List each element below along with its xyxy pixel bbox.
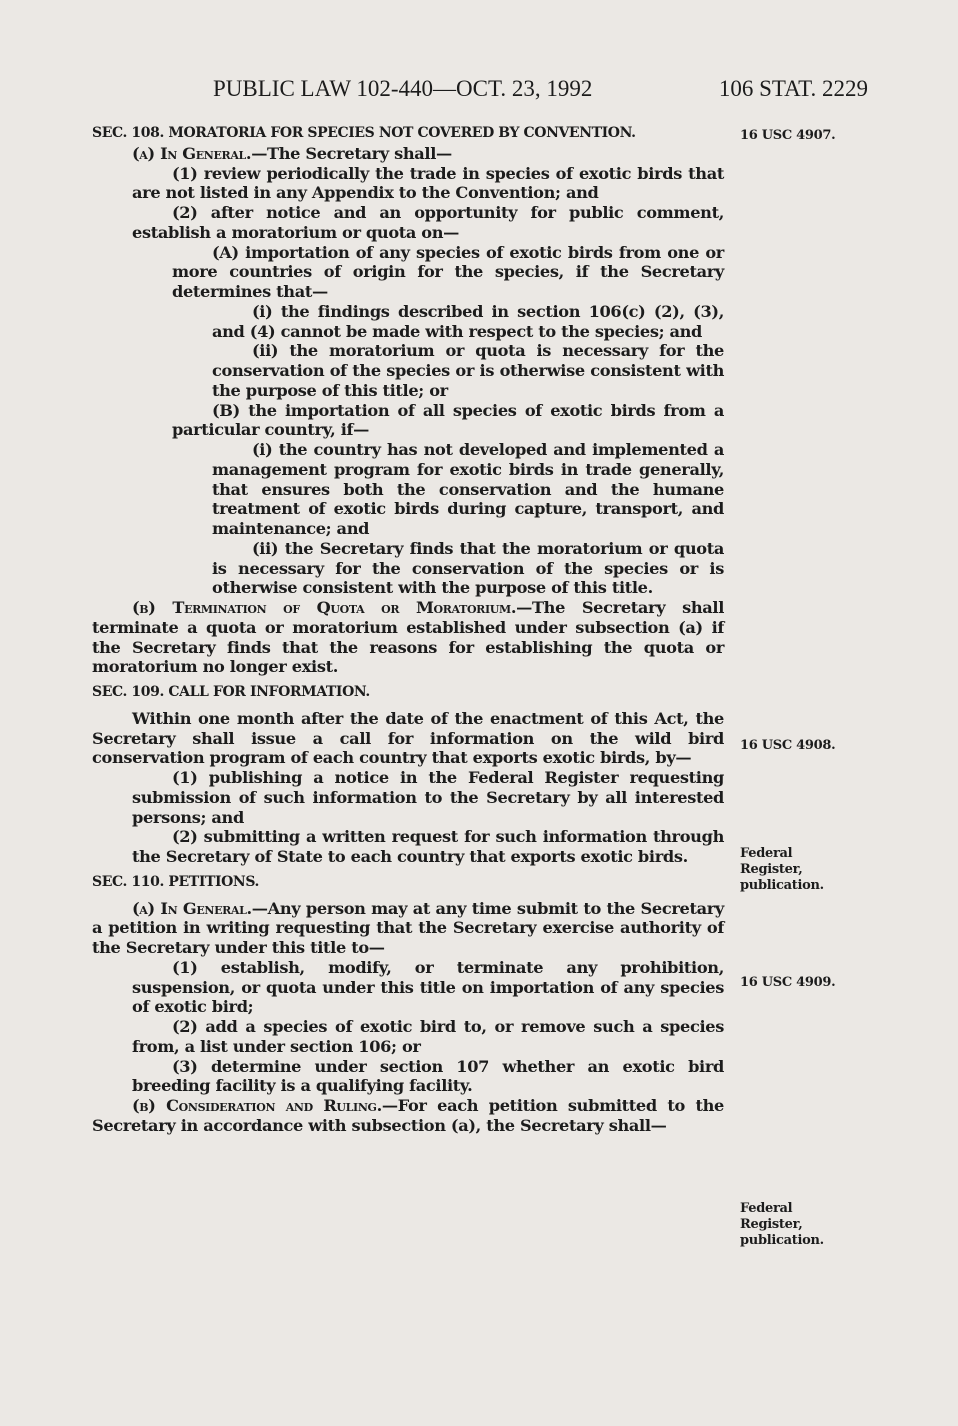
paragraph-110-a-3: (3) determine under section 107 whether an exotic bird breeding facility is a qualifying facility. <box>132 1056 724 1096</box>
clause-108-B-i: (i) the country has not developed and implemented a management program for exotic birds in trade generally, that ensures both the conservation and the humane treatment of exotic birds during capture, transport, and maintenance; and <box>212 440 724 538</box>
header-statute-page: 106 STAT. 2229 <box>718 76 868 101</box>
margin-note-federal-register-1: Federal Register, publication. <box>740 846 824 893</box>
clause-108-A-i: (i) the findings described in section 106(c) (2), (3), and (4) cannot be made with respect to the species; and <box>212 301 724 341</box>
subsection-110-a <box>92 899 724 958</box>
paragraph-110-a-2: (2) add a species of exotic bird to, or remove such a species from, a list under section 106; or <box>132 1017 724 1056</box>
subsection-text: —For each petition submitted to the Secretary in accordance with subsection (a), the Secretary shall— <box>92 1096 724 1135</box>
subsection-label: (b) Consideration and Ruling. <box>132 1096 382 1115</box>
subparagraph-108-A: (A) importation of any species of exotic birds from one or more countries of origin for the species, if the Secretary determines that— <box>172 242 724 301</box>
paragraph-109-2: (2) submitting a written request for such information through the Secretary of State to each country that exports exotic birds. <box>132 827 724 866</box>
subsection-110-b <box>92 1096 724 1136</box>
subparagraph-108-B: (B) the importation of all species of exotic birds from a particular country, if— <box>172 400 724 440</box>
subsection-text: —The Secretary shall— <box>251 143 452 163</box>
document-body <box>92 124 724 1136</box>
paragraph-108-a-2: (2) after notice and an opportunity for public comment, establish a moratorium or quota on— <box>132 203 724 242</box>
clause-108-B-ii: (ii) the Secretary finds that the moratorium or quota is necessary for the conservation of the species or is otherwise consistent with the purpose of this title. <box>212 538 724 598</box>
subsection-label: (a) In General. <box>132 143 252 163</box>
section-heading-108: SEC. 108. MORATORIA FOR SPECIES NOT COVERED BY CONVENTION. <box>92 125 636 141</box>
section-heading-110: SEC. 110. PETITIONS. <box>92 873 260 890</box>
clause-108-A-ii: (ii) the moratorium or quota is necessary for the conservation of the species or is otherwise consistent with the purpose of this title; or <box>212 341 724 400</box>
header-law-citation: PUBLIC LAW 102-440—OCT. 23, 1992 <box>213 76 593 101</box>
margin-note-16usc4907: 16 USC 4907. <box>740 128 836 143</box>
subsection-label: (a) In General. <box>132 898 252 918</box>
paragraph-109-intro: Within one month after the date of the enactment of this Act, the Secretary shall issue a call for information on the wild bird conservation program of each country that exports exotic birds, by— <box>92 708 724 768</box>
subsection-label: (b) Termination of Quota or Moratorium. <box>132 598 517 617</box>
subsection-108-a <box>92 144 724 164</box>
paragraph-110-a-1: (1) establish, modify, or terminate any prohibition, suspension, or quota under this title on importation of any species of exotic bird; <box>132 957 724 1017</box>
subsection-text: —Any person may at any time submit to the Secretary a petition in writing requesting that the Secretary exercise authority of the Secretary under this title to— <box>92 898 724 957</box>
margin-note-federal-register-2: Federal Register, publication. <box>740 1201 824 1248</box>
paragraph-108-a-1: (1) review periodically the trade in species of exotic birds that are not listed in any Appendix to the Convention; and <box>132 163 724 203</box>
subsection-text: —The Secretary shall terminate a quota or moratorium established under subsection (a) if the Secretary finds that the reasons for establishing the quota or moratorium no longer exist. <box>92 598 724 677</box>
section-heading-109: SEC. 109. CALL FOR INFORMATION. <box>92 684 370 700</box>
margin-note-16usc4908: 16 USC 4908. <box>740 738 836 753</box>
margin-note-16usc4909: 16 USC 4909. <box>740 975 836 990</box>
paragraph-109-1: (1) publishing a notice in the Federal Register requesting submission of such information to the Secretary by all interested persons; and <box>132 768 724 827</box>
subsection-108-b <box>92 598 724 677</box>
